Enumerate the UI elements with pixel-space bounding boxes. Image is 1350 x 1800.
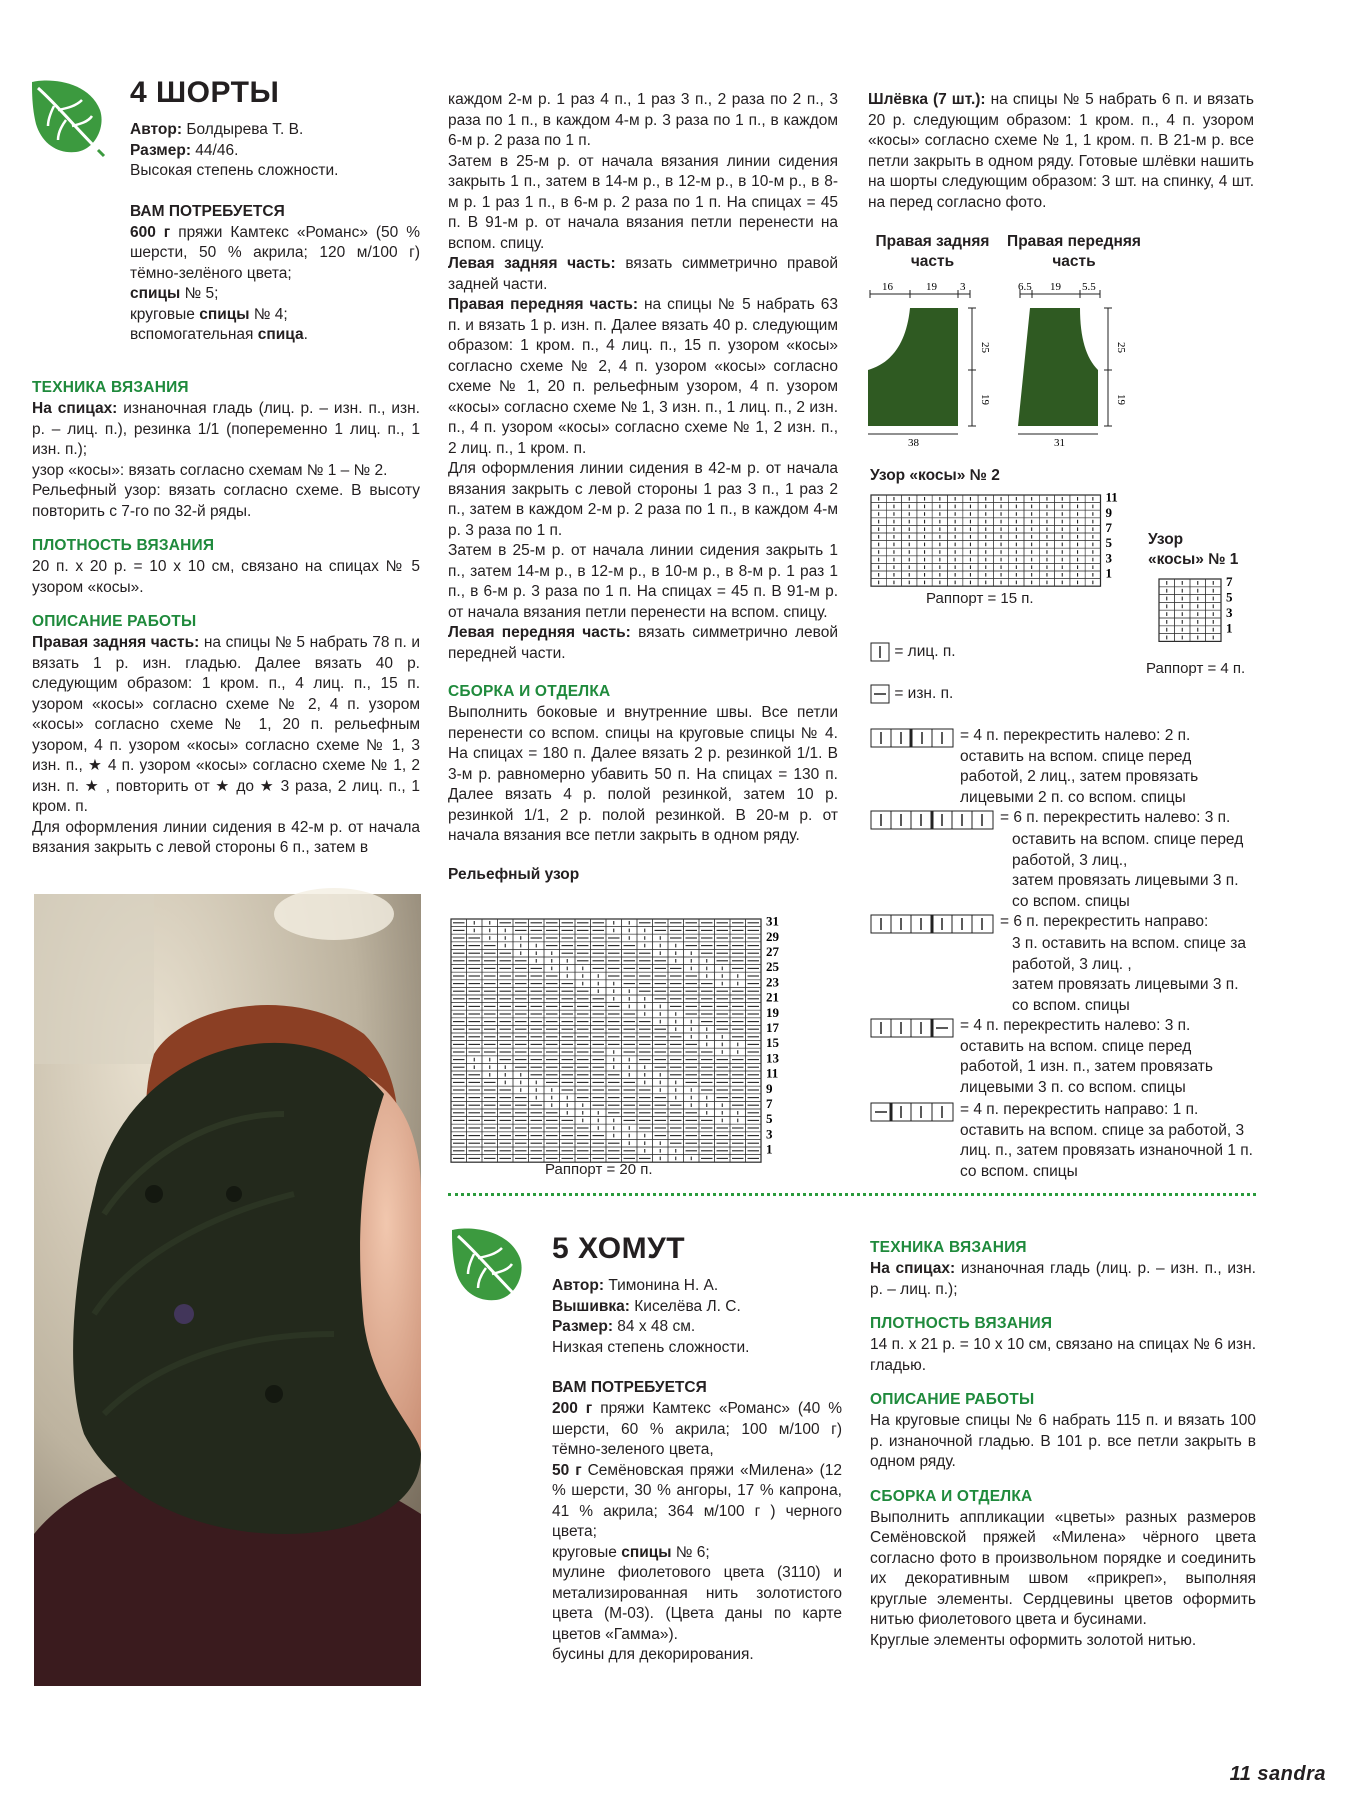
technique-text: На спицах: изнаночная гладь (лиц. р. – изн. п., изн. р. – лиц. п.), резинка 1/1 (попеременно 1 лиц. п., 1 изн. п.);: [32, 400, 420, 458]
front-top-2: 19: [1050, 281, 1061, 293]
legend-c6r: = 6 п. перекрестить направо: 3 п. оставить на вспом. спице за работой, 3 лиц. , затем провязать лицевыми 3 п. со вспом. спицы: [870, 912, 1256, 1016]
front-right-2: 19: [1115, 394, 1127, 405]
density-heading: ПЛОТНОСТЬ ВЯЗАНИЯ: [32, 537, 215, 554]
belt-text: Шлёвка (7 шт.): на спицы № 5 набрать 6 п. и вязать 20 р. следующим образом: 1 кром. п., 4 п. узором «косы» согласно схеме № 1, 1 кром. п. В 21-м р. все петли закрыть в одном ряду. Готовые шлёвки нашить на шорты следующим образом: 3 шт. на спинку, 4 шт. на перед согласно фото.: [868, 91, 1255, 211]
row-label: 7: [766, 1096, 773, 1111]
row-label: 5: [1105, 535, 1112, 551]
p5-technique-text: На спицах: изнаночная гладь (лиц. р. – изн. п., изн. р. – лиц. п.);: [870, 1260, 1256, 1298]
row-label: 27: [766, 944, 779, 959]
back-right-1: 25: [979, 342, 991, 353]
needs-list: 600 г пряжи Камтекс «Романс» (50 % шерсти, 50 % акрила; 120 м/100 г) тёмно-зелёного цвета; спицы № 5; круговые спицы № 4; вспомогательная спица.: [130, 223, 420, 343]
leaf-icon: [28, 76, 106, 156]
row-label: 1: [1105, 565, 1112, 581]
schematics-svg: [868, 278, 1128, 448]
kosy2-chart: [870, 489, 1118, 607]
left-back-text: Левая задняя часть: вязать симметрично правой задней части.: [448, 255, 839, 293]
p5-needs-list: 200 г пряжи Камтекс «Романс» (40 % шерсти, 60 % акрила; 100 м/100 г) тёмно-зеленого цвета, 50 г Семёновская пряжи «Милена» (12 % шерсти, 30 % ангоры, 17 % капрона, 41 % акрила; 364 м/100 г ) черного цвета; круговые спицы № 6; мулине фиолетового цвета (3110) и метализированная нить золотистого цвета (М-03). (Цвета даны по карте цветов «Гамма»). бусины для декорирования.: [552, 1400, 842, 1663]
legend-c6l: = 6 п. перекрестить налево: 3 п. оставить на вспом. спице перед работой, 3 лиц., затем провязать лицевыми 3 п. со вспом. спицы: [870, 808, 1256, 912]
row-label: 5: [1226, 589, 1233, 605]
legend-knit: = лиц. п.: [870, 642, 956, 663]
p5-density-text: 14 п. х 21 р. = 10 х 10 см, связано на спицах № 6 изн. гладью.: [870, 1336, 1256, 1374]
col2-text-3: Для оформления линии сидения в 42-м р. от начала вязания закрыть с левой стороны 1 раз 3 п., 1 раз 2 п., затем в каждом 2-м р. 2 раза по 1 п., в каждом 4-м р. 3 раза по 1 п.: [448, 460, 838, 539]
p5-embroidery-line: Вышивка: Киселёва Л. С.: [552, 1297, 741, 1315]
right-front-text: Правая передняя часть: на спицы № 5 набрать 63 п. и вязать 1 р. изн. п. Далее вязать 40 р. следующим образом: 1 кром. п., 4 лиц. п., 15 п. узором «косы» согласно схеме № 2, 4 п. узором «косы» согласно схеме № 1, 20 п. рельефным узором, 4 п. узором «косы» согласно схеме № 1, 3 изн. п., 1 лиц. п., 2 изн. п., 4 п. узором «косы» согласно схеме № 1, 2 изн. п., 2 лиц. п., 1 кром. п.: [448, 296, 838, 457]
row-label: 29: [766, 928, 779, 944]
page-footer: [1230, 1763, 1326, 1786]
assembly-text: Выполнить боковые и внутренние швы. Все петли перенести со вспом. спицы на круговые спицы № 4. На спицах = 180 п. Далее вязать 2 р. резинкой 1/1. В 3-м р. равномерно убавить 50 п. На спицах = 130 п. Далее вязать 4 р. полой резинкой, затем 10 р. резинкой 1/1, 2 р. полой резинкой. В 20-м р. от начала вязания все петли закрыть в одном ряду.: [448, 704, 838, 844]
row-label: 5: [766, 1111, 773, 1127]
row-label: 31: [766, 913, 779, 929]
kosy2-grid: [870, 489, 1118, 594]
front-piece-shape: [1018, 308, 1098, 426]
row-label: 7: [1226, 573, 1233, 589]
row-label: 11: [766, 1065, 779, 1081]
p5-assembly-heading: СБОРКА И ОТДЕЛКА: [870, 1487, 1033, 1505]
col2-text-4: Затем в 25-м р. от начала линии сидения закрыть 1 п., затем 14-м р., в 12-м р., в 10-м р., в 8-м р. 1 раз 1 п., в 6-м р. 3 раза по 1 п. На спицах = 45 п. В 91-м р. от начала вязания петли перенести на вспом. спицу.: [448, 542, 838, 621]
left-front-text: Левая передняя часть: вязать симметрично левой передней части.: [448, 624, 838, 662]
work-text: Правая задняя часть: на спицы № 5 набрать 78 п. и вязать 1 р. изн. гладью. Далее вязать 40 р. следующим образом: 1 кром. п., 4 лиц. п., 15 п. узором «косы» согласно схеме № 2, 4 п. узором «косы» согласно схеме № 1, 20 п. рельефным узором, 4 п. узором «косы» согласно схеме № 1, 3 изн. п., ★ 4 п. узором «косы» согласно схеме № 1, 2 изн. п. ★ , повторить от ★ до ★ 3 раза, 2 лиц. п., 1 кром. п.: [32, 634, 421, 815]
relief-chart-grid: [450, 913, 780, 1178]
p5-density-heading: ПЛОТНОСТЬ ВЯЗАНИЯ: [870, 1315, 1053, 1332]
kosy2-repeat: Раппорт = 15 п.: [926, 590, 1034, 607]
relief-chart: [450, 913, 780, 1183]
row-label: 25: [766, 959, 779, 975]
row-label: 23: [766, 974, 779, 990]
p5-assembly-text: Выполнить аппликации «цветы» разных размеров Семёновской пряжей «Милена» чёрного цвета согласно фото в произвольном порядке и соединить их декоративным швом «прикреп», выполняя круглые элементы. Сердцевины цветов оформить нитью фиолетового цвета и бусинами.: [870, 1508, 1256, 1628]
difficulty-line: Высокая степень сложности.: [130, 162, 339, 179]
author-line: Автор: Болдырева Т. В.: [130, 121, 304, 138]
p5-author-line: Автор: Тимонина Н. А.: [552, 1277, 719, 1294]
size-line: Размер: 44/46.: [130, 141, 239, 159]
relief-repeat: Раппорт = 20 п.: [545, 1161, 653, 1178]
section-divider: [448, 1193, 1256, 1196]
row-label: 3: [1226, 605, 1233, 620]
leaf-icon-2: [448, 1224, 526, 1304]
row-label: 11: [1105, 489, 1118, 505]
page-number: 11: [1229, 1763, 1252, 1785]
assembly-heading: СБОРКА И ОТДЕЛКА: [448, 683, 611, 700]
row-label: 1: [1226, 620, 1233, 636]
density-text: 20 п. х 20 р. = 10 х 10 см, связано на спицах № 5 узором «косы».: [32, 558, 420, 596]
product-photo: [34, 894, 421, 1686]
legend-c4rp: = 4 п. перекрестить направо: 1 п. оставить на вспом. спице за работой, 3 лиц. п., затем провязать изнаночной 1 п. со вспом. спицы: [870, 1100, 1256, 1182]
row-label: 3: [1105, 550, 1112, 566]
col2-text-1: каждом 2-м р. 1 раз 4 п., 1 раз 3 п., 2 раза по 2 п., 3 раза по 1 п., в каждом 4-м р. 3 раза по 1 п., в каждом 6-м р. 2 раза по 1 п.: [448, 91, 838, 149]
magazine-brand: sandra: [1257, 1763, 1326, 1785]
row-label: 13: [766, 1050, 779, 1066]
back-schematic-title: Правая задняя часть: [875, 233, 990, 270]
technique-text-3: Рельефный узор: вязать согласно схеме. В высоту повторить с 7-го по 32-й ряды.: [32, 482, 420, 520]
front-bottom: 31: [1054, 437, 1065, 449]
back-top-1: 16: [882, 281, 893, 293]
row-label: 19: [766, 1004, 779, 1020]
pattern5-right-column: [870, 1238, 1256, 1651]
p5-work-heading: ОПИСАНИЕ РАБОТЫ: [870, 1391, 1035, 1408]
row-label: 17: [766, 1020, 779, 1035]
front-top-1: 6.5: [1018, 281, 1032, 293]
technique-heading: ТЕХНИКА ВЯЗАНИЯ: [32, 379, 189, 396]
front-top-3: 5.5: [1082, 281, 1096, 293]
back-piece-shape: [868, 308, 958, 426]
back-bottom: 38: [908, 437, 919, 449]
relief-chart-title: Рельефный узор: [448, 865, 580, 883]
p5-assembly-text-2: Круглые элементы оформить золотой нитью.: [870, 1631, 1197, 1649]
col2-text-2: Затем в 25-м р. от начала вязания линии сидения закрыть 1 п., затем в 14-м р., в 12-м р., в 10-м р., в 8-м р. 1 раз 1 п., в 6-м р. 2 раза по 1 п. На спицах = 45 п. В 91-м р. от начала вязания петли перенести на вспом. спицу.: [448, 152, 838, 252]
column-2: [448, 90, 838, 886]
page-title: 4 ШОРТЫ: [130, 76, 280, 109]
legend-c4lp: = 4 п. перекрестить налево: 3 п. оставить на вспом. спице перед работой, 1 изн. п., затем провязать лицевыми 3 п. со вспом. спицы: [870, 1016, 1256, 1098]
front-schematic-title: Правая передняя часть: [1007, 233, 1141, 270]
kosy1-chart: [1146, 573, 1248, 677]
p5-needs-heading: ВАМ ПОТРЕБУЕТСЯ: [552, 1379, 707, 1396]
needs-heading: ВАМ ПОТРЕБУЕТСЯ: [130, 202, 285, 220]
row-label: 9: [766, 1080, 773, 1096]
row-label: 21: [766, 989, 779, 1005]
column-1: [32, 378, 420, 859]
p5-size-line: Размер: 84 х 48 см.: [552, 1318, 696, 1335]
row-label: 3: [766, 1126, 773, 1142]
row-label: 1: [766, 1141, 773, 1157]
row-label: 7: [1105, 520, 1112, 535]
kosy1-grid: [1158, 573, 1248, 644]
technique-text-2: узор «косы»: вязать согласно схемам № 1 – № 2.: [32, 461, 388, 479]
legend-purl: = изн. п.: [870, 684, 953, 705]
p5-difficulty-line: Низкая степень сложности.: [552, 1338, 750, 1356]
row-label: 15: [766, 1035, 779, 1051]
pattern5-title: 5 ХОМУТ: [552, 1232, 686, 1265]
back-right-2: 19: [979, 394, 991, 405]
work-seat-text: Для оформления линии сидения в 42-м р. от начала вязания закрыть с левой стороны 6 п., затем в: [32, 818, 420, 856]
kosy2-title: Узор «косы» № 2: [870, 467, 1000, 484]
pattern5-column: [552, 1232, 842, 1666]
p5-work-text: На круговые спицы № 6 набрать 115 п. и вязать 100 р. изнаночной гладью. В 101 р. все петли закрыть в одном ряду.: [870, 1412, 1256, 1470]
kosy1-repeat: Раппорт = 4 п.: [1146, 660, 1246, 677]
kosy1-title: Узор «косы» № 1: [1148, 531, 1239, 568]
back-top-2: 19: [926, 281, 937, 293]
p5-technique-heading: ТЕХНИКА ВЯЗАНИЯ: [870, 1239, 1027, 1256]
back-top-3: 3: [960, 281, 966, 293]
row-label: 9: [1105, 504, 1112, 520]
legend-c4l: = 4 п. перекрестить налево: 2 п. оставить на вспом. спице перед работой, 2 лиц., затем провязать лицевыми 2 п. со вспом. спицы: [870, 726, 1256, 808]
front-right-1: 25: [1115, 342, 1127, 353]
work-heading: ОПИСАНИЕ РАБОТЫ: [32, 613, 197, 630]
